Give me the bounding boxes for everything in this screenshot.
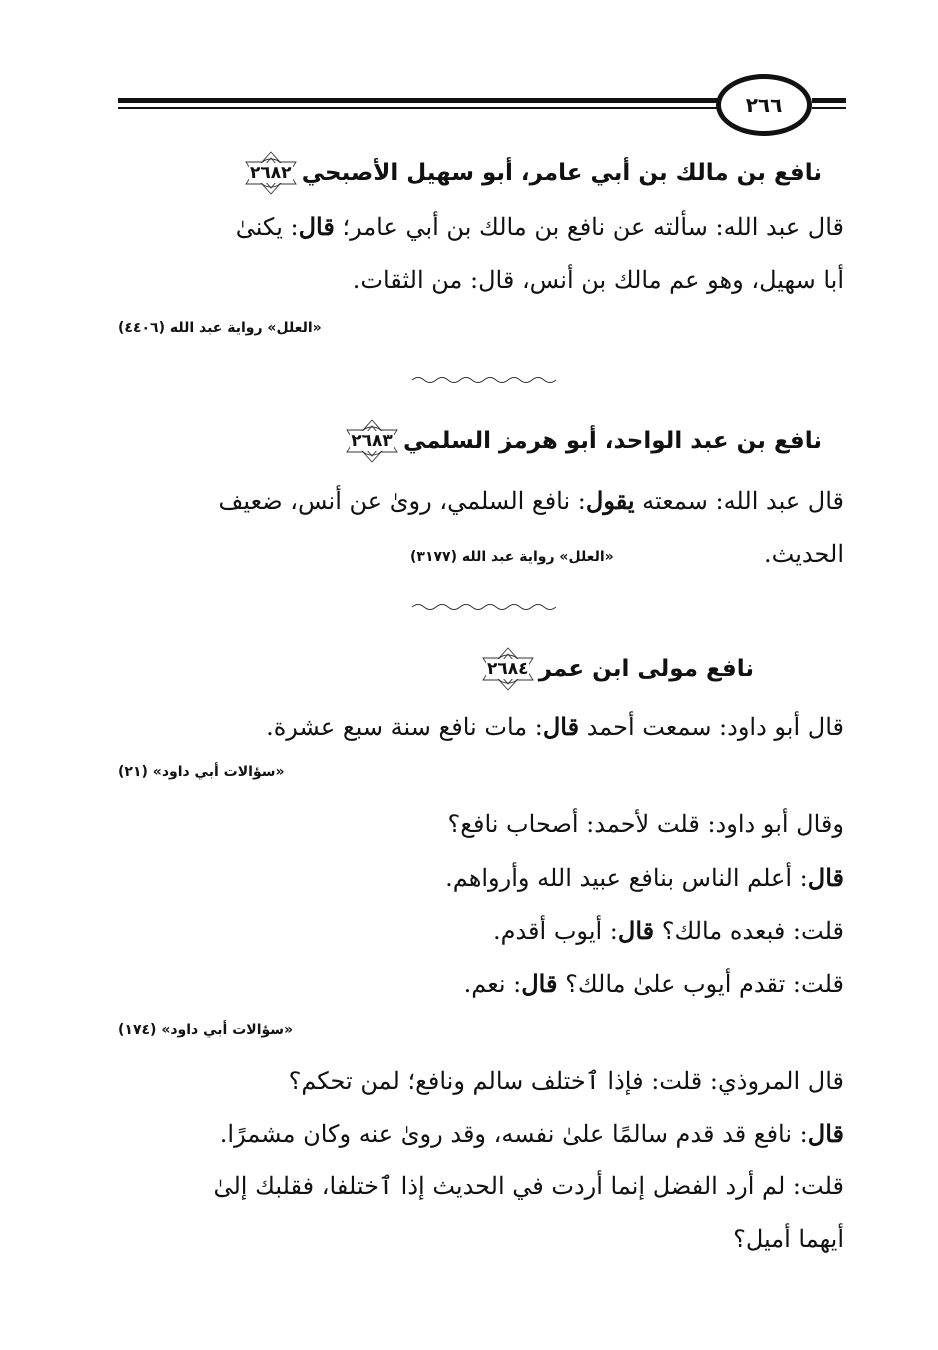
entry-title: نافع مولى ابن عمر [538, 656, 754, 682]
text-span: قال عبد الله: سمعته [634, 487, 844, 515]
entry-heading [240, 150, 844, 196]
keyword: قال [521, 969, 558, 998]
keyword: قال [298, 212, 335, 241]
header-rule [118, 98, 718, 103]
keyword: يقول [585, 486, 635, 515]
text-span: : نعم. [463, 970, 522, 998]
entry-heading [477, 646, 844, 692]
marwazi-line [213, 1172, 844, 1200]
entry-number: ٢٦٨٣ [351, 431, 393, 451]
text-span: : مات نافع سنة سبع عشرة. [266, 713, 543, 741]
text-span: : نافع قد قدم سالمًا علىٰ نفسه، وقد روىٰ عنه وكان مشمرًا. [219, 1120, 808, 1148]
text-span: قال أبو داود: سمعت أحمد [579, 713, 844, 741]
text-span: : أعلم الناس بنافع عبيد الله وأرواهم. [445, 864, 808, 892]
text-span: قلت: لم أرد الفضل إنما أردت في الحديث إذا ٱختلفا، فقلبك إلىٰ [213, 1172, 844, 1200]
qa-line [447, 810, 844, 838]
text-span: : نافع السلمي، روىٰ عن أنس، ضعيف [218, 487, 586, 515]
entry-number: ٢٦٨٤ [486, 659, 529, 679]
paragraph-line [266, 712, 844, 741]
qa-line [493, 916, 844, 945]
paragraph-line [353, 266, 844, 294]
keyword: قال [807, 1119, 844, 1148]
text-span: قال المروذي: قلت: فإذا ٱختلف سالم ونافع؛ لمن تحكم؟ [288, 1067, 844, 1095]
text-span: قلت: فبعده مالك؟ [654, 917, 844, 945]
entry-number-badge [341, 418, 403, 464]
qa-line [445, 863, 844, 892]
text-span: أيهما أميل؟ [733, 1225, 844, 1253]
text-span: قال عبد الله: سألته عن نافع بن مالك بن أبي عامر؛ [334, 213, 844, 241]
citation: «سؤالات أبي داود» (١٧٤) [118, 1022, 294, 1038]
entry-number-badge [477, 646, 539, 692]
citation: «العلل» رواية عبد الله (٣١٧٧) [410, 549, 614, 565]
paragraph-line [219, 486, 844, 515]
entry-title: نافع بن عبد الواحد، أبو هرمز السلمي [403, 428, 822, 454]
text-span: : أيوب أقدم. [492, 917, 618, 945]
citation: «العلل» رواية عبد الله (٤٤٠٦) [118, 320, 322, 336]
marwazi-line [220, 1119, 844, 1148]
entry-title: نافع بن مالك بن أبي عامر، أبو سهيل الأصبحي [301, 160, 822, 186]
paragraph-line [236, 212, 844, 241]
keyword: قال [542, 712, 580, 741]
ornamental-divider [410, 375, 556, 385]
marwazi-line [289, 1067, 844, 1095]
header-rule-right [812, 98, 846, 103]
header-rule-thin [118, 107, 718, 109]
text-span: أبا سهيل، وهو عم مالك بن أنس، قال: من الثقات. [352, 266, 844, 294]
keyword: قال [807, 863, 844, 892]
page-number: ٢٦٦ [716, 74, 812, 136]
qa-line [464, 969, 844, 998]
text-span: : يكنىٰ [235, 213, 299, 241]
citation: «سؤالات أبي داود» (٢١) [118, 764, 285, 780]
header-rule-right-thin [812, 107, 846, 109]
entry-heading [341, 418, 844, 464]
text-span: الحديث. [764, 540, 844, 568]
entry-number-badge [240, 150, 302, 196]
entry-number: ٢٦٨٢ [249, 163, 292, 183]
ornamental-divider [410, 602, 556, 612]
text-span: قلت: تقدم أيوب علىٰ مالك؟ [557, 970, 844, 998]
keyword: قال [617, 916, 655, 945]
paragraph-line [764, 540, 844, 568]
text-span: وقال أبو داود: قلت لأحمد: أصحاب نافع؟ [447, 810, 844, 838]
marwazi-line [733, 1225, 844, 1253]
